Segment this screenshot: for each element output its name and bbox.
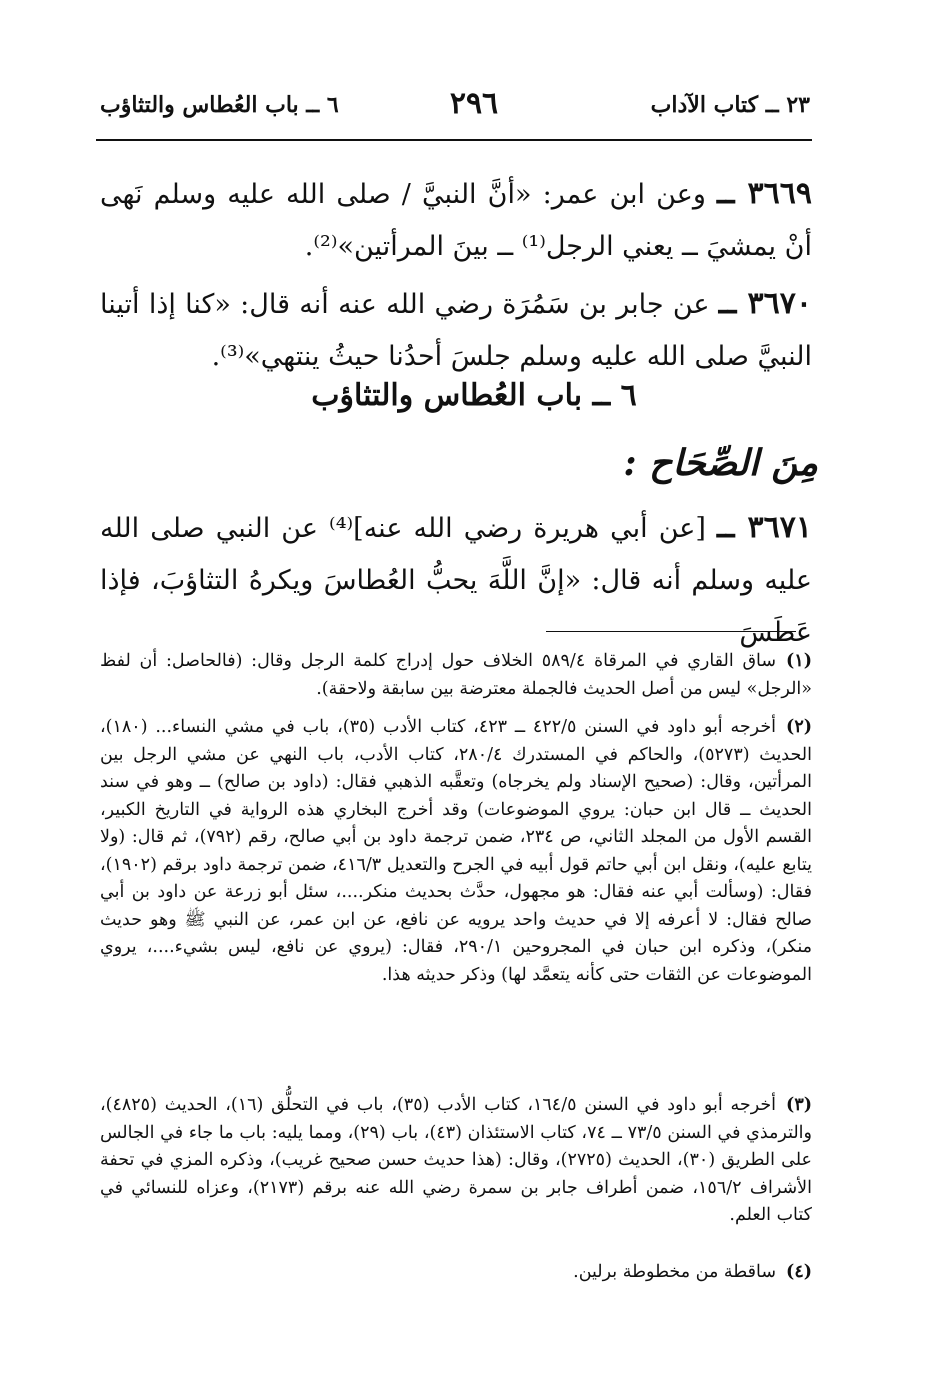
footnote-1 (100, 648, 812, 703)
hadith-number: ٣٦٧١ ــ (717, 510, 812, 545)
footnote-text: أخرجه أبو داود في السنن ١٦٤/٥، كتاب الأدب (٣٥)، باب في التحلُّق (١٦)، الحديث (٤٨٢٥)، والترمذي في السنن ٧٣/٥ ــ ٧٤، كتاب الاستئذان (٤٣)، باب (٢٩)، ومما يليه: باب ما جاء في الجالس على الطريق (٣٠)، الحديث (٢٧٢٥)، وقال: (هذا حديث حسن صحيح غريب)، وذكره المزي في تحفة الأشراف ١٥٦/٢، ضمن أطراف جابر بن سمرة رضي الله عنه برقم (٢١٧٣)، وعزاه للنسائي في كتاب العلم. (100, 1095, 812, 1225)
hadith-number: ٣٦٧٠ ــ (718, 286, 812, 321)
footnote-3 (100, 1092, 812, 1230)
footnote-number: (٣) (786, 1095, 812, 1115)
footnote-separator (546, 631, 796, 632)
section-title: مِنَ الصِّحَاح : (623, 442, 818, 484)
hadith-3669 (100, 168, 812, 273)
hadith-text: عن جابر بن سَمُرَة رضي الله عنه أنه قال: «كنا إذا أتينا النبيَّ صلى الله عليه وسلم جلسَ أحدُنا حيثُ ينتهي»⁽³⁾. (100, 289, 812, 372)
header-rule (96, 139, 812, 141)
hadith-3671 (100, 502, 812, 659)
footnote-text: ساقطة من مخطوطة برلين. (573, 1262, 777, 1282)
hadith-text: وعن ابن عمر: «أنَّ النبيَّ / صلى الله عليه وسلم نَهى أنْ يمشيَ ــ يعني الرجل⁽¹⁾ ــ بينَ المرأتين»⁽²⁾. (100, 179, 812, 262)
running-header-chapter: ٦ ــ باب العُطاس والتثاؤب (100, 92, 339, 118)
footnote-text: أخرجه أبو داود في السنن ٤٢٢/٥ ــ ٤٢٣، كتاب الأدب (٣٥)، باب في مشي النساء... (١٨٠)، الحديث (٥٢٧٣)، والحاكم في المستدرك ٢٨٠/٤، كتاب الأدب، باب النهي عن مشي الرجل بين المرأتين، وقال: (صحيح الإسناد ولم يخرجاه) وتعقَّبه الذهبي فقال: (داود بن صالح) ــ وهو في سند الحديث ــ قال ابن حبان: يروي الموضوعات) وقد أخرج البخاري هذه الرواية في التاريخ الكبير، القسم الأول من المجلد الثاني، ص ٢٣٤، ضمن ترجمة داود بن أبي صالح، رقم (٧٩٢)، ثم قال: (ولا يتابع عليه)، ونقل ابن أبي حاتم قول أبيه في الجرح والتعديل ٤١٦/٣، ضمن ترجمة داود برقم (١٩٠٢)، فقال: (وسألت أبي عنه فقال: هو مجهول، حدَّث بحديث منكر....، سئل أبو زرعة عن داود بن أبي صالح فقال: لا أعرفه إلا في حديث واحد يرويه عن نافع، عن ابن عمر، عن النبي ﷺ وهو حديث منكر)، وذكره ابن حبان في المجروحين ٢٩٠/١، فقال: (يروي عن نافع، ليس بشيء....، يروي الموضوعات عن الثقات حتى كأنه يتعمَّد لها) وذكر حديثه هذا. (100, 717, 813, 985)
hadith-number: ٣٦٦٩ ــ (716, 176, 812, 211)
chapter-title: ٦ ــ باب العُطاس والتثاؤب (311, 378, 637, 413)
running-header-book: ٢٣ ــ كتاب الآداب (650, 92, 810, 118)
footnote-text: ساق القاري في المرقاة ٥٨٩/٤ الخلاف حول إدراج كلمة الرجل وقال: (فالحاصل: أن لفظ «الرجل» ليس من أصل الحديث فالجملة معترضة بين سابقة ولاحقة). (100, 651, 812, 699)
hadith-text: [عن أبي هريرة رضي الله عنه]⁽⁴⁾ عن النبي صلى الله عليه وسلم أنه قال: «إنَّ اللَّهَ يحبُّ العُطاسَ ويكرهُ التثاؤبَ، فإذا عَطَسَ (100, 513, 812, 648)
footnote-number: (١) (786, 651, 812, 671)
hadith-3670 (100, 278, 812, 383)
footnote-4 (100, 1259, 812, 1287)
footnote-number: (٤) (786, 1262, 812, 1282)
footnote-number: (٢) (786, 717, 812, 737)
page-number: ٢٩٦ (449, 86, 499, 121)
footnote-2 (100, 714, 812, 989)
